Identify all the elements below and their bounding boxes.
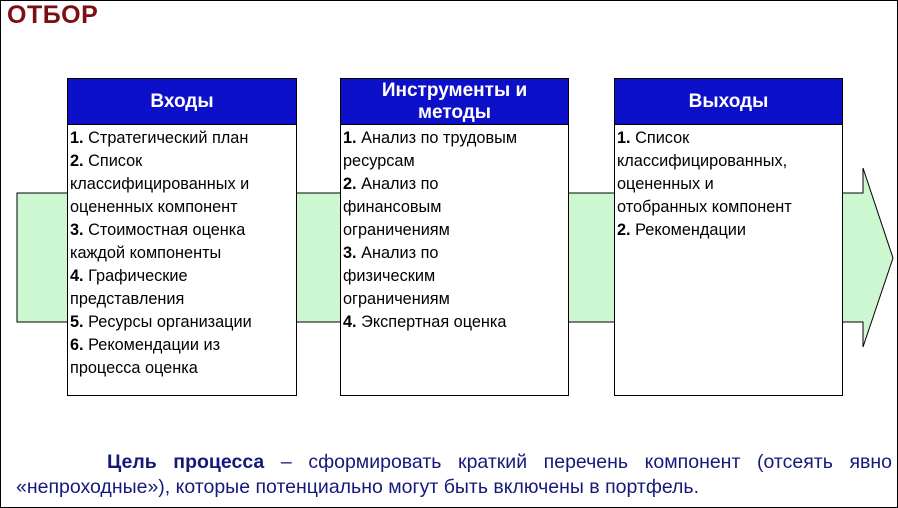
list-item: физическим <box>343 267 436 285</box>
list-item: 2. Анализ по <box>343 175 439 193</box>
tools-header-line: методы <box>417 101 492 123</box>
list-item: ограничениям <box>343 221 450 239</box>
process-goal-text <box>16 450 892 500</box>
list-item: 1. Анализ по трудовым <box>343 129 518 147</box>
list-item: ограничениям <box>343 290 450 308</box>
slide-title: ОТБОР <box>7 1 99 29</box>
outputs-header-label: Выходы <box>688 90 769 112</box>
list-item: отобранных компонент <box>617 198 792 216</box>
list-item: классифицированных, <box>617 152 788 170</box>
list-item: финансовым <box>343 198 442 216</box>
tools-list <box>341 125 568 334</box>
goal-label: Цель процесса <box>107 451 265 473</box>
outputs-list <box>615 125 842 242</box>
list-item: ресурсам <box>343 152 415 170</box>
outputs-box <box>614 78 843 396</box>
inputs-header <box>68 79 296 125</box>
inputs-header-label: Входы <box>150 90 214 112</box>
tools-header-line: Инструменты и <box>381 79 528 101</box>
list-item: 3. Анализ по <box>343 244 439 262</box>
list-item: 1. Стратегический план <box>70 129 249 147</box>
goal-description: – сформировать краткий перечень компонент (отсеять явно «непроходные»), которые потенциально могут быть включены в портфель. <box>16 451 892 498</box>
list-item: каждой компоненты <box>70 244 222 262</box>
list-item: оцененных компонент <box>70 198 238 216</box>
list-item: оцененных и <box>617 175 714 193</box>
inputs-list <box>68 125 296 380</box>
list-item: 2. Список <box>70 152 143 170</box>
list-item: 6. Рекомендации из <box>70 336 221 354</box>
tools-box <box>340 78 569 396</box>
outputs-header <box>615 79 842 125</box>
list-item: 2. Рекомендации <box>617 221 746 239</box>
list-item: 1. Список <box>617 129 690 147</box>
list-item: 4. Экспертная оценка <box>343 313 507 331</box>
list-item: 4. Графические <box>70 267 188 285</box>
tools-header <box>341 79 568 125</box>
list-item: 5. Ресурсы организации <box>70 313 252 331</box>
list-item: процесса оценка <box>70 359 198 377</box>
list-item: представления <box>70 290 185 308</box>
list-item: 3. Стоимостная оценка <box>70 221 246 239</box>
list-item: классифицированных и <box>70 175 250 193</box>
inputs-box <box>67 78 297 396</box>
